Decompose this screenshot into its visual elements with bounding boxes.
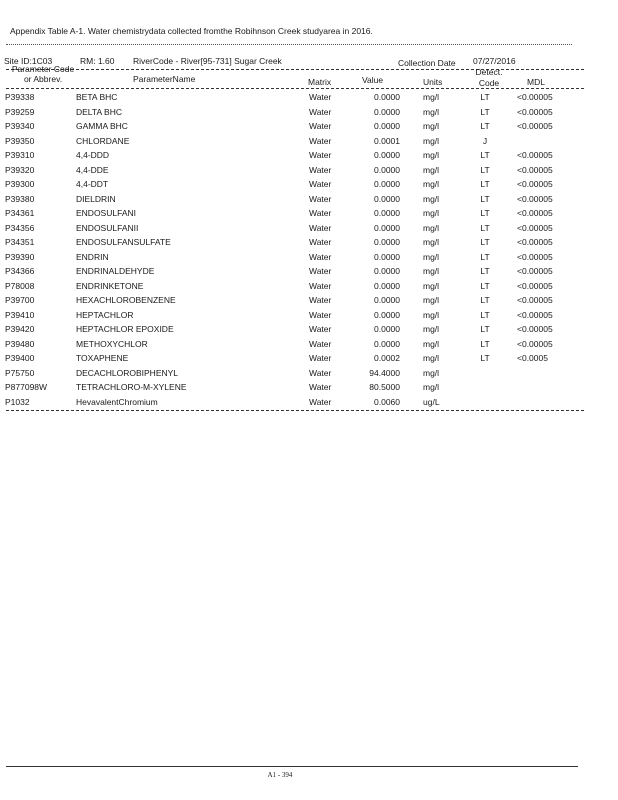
table-row — [0, 353, 618, 368]
table-row — [0, 150, 618, 165]
footer-rule — [6, 766, 578, 767]
cell-matrix: Water — [309, 309, 332, 320]
cell-detect-code: LT — [480, 106, 490, 117]
cell-mdl: <0.00005 — [517, 237, 553, 247]
table-row — [0, 252, 618, 267]
cell-parameter-name: HEPTACHLOR — [76, 309, 134, 320]
table-row — [0, 107, 618, 122]
cell-value: 0.0000 — [374, 150, 400, 160]
cell-units: mg/l — [423, 353, 440, 363]
cell-detect-code: LT — [480, 237, 490, 247]
cell-matrix: Water — [309, 208, 332, 218]
header-rule-bottom — [6, 88, 584, 89]
cell-detect-code: LT — [480, 251, 490, 262]
cell-value: 0.0000 — [374, 193, 400, 204]
cell-matrix: Water — [309, 121, 332, 131]
cell-parameter-code: P39300 — [5, 179, 35, 189]
cell-value: 0.0000 — [374, 222, 400, 233]
cell-detect-code: LT — [480, 222, 490, 233]
cell-mdl: <0.00005 — [517, 193, 553, 204]
page-number: A1 - 394 — [267, 771, 293, 779]
table-row — [0, 266, 618, 281]
cell-detect-code: LT — [480, 92, 490, 102]
cell-parameter-code: P877098W — [5, 382, 48, 392]
cell-value: 0.0000 — [374, 324, 400, 334]
cell-parameter-code: P39400 — [5, 353, 35, 363]
cell-parameter-code: P75750 — [5, 367, 35, 378]
cell-parameter-name: ENDOSULFANII — [76, 222, 139, 233]
cell-parameter-name: 4,4-DDE — [76, 164, 109, 175]
column-header-detect-code: Code — [478, 78, 500, 88]
column-header-parameter-code: Parameter Code — [11, 64, 75, 74]
column-header-matrix: Matrix — [308, 77, 332, 87]
cell-detect-code: LT — [480, 353, 490, 363]
cell-units: mg/l — [423, 208, 440, 218]
cell-parameter-name: 4,4-DDT — [76, 179, 109, 189]
cell-parameter-code: P39380 — [5, 193, 35, 204]
cell-detect-code: LT — [480, 266, 490, 276]
cell-value: 0.0000 — [374, 280, 400, 291]
table-title: Appendix Table A-1. Water chemistrydata collected fromthe Robihnson Creek studyarea in 2016. — [10, 26, 373, 36]
table-row — [0, 179, 618, 194]
cell-value: 0.0000 — [374, 106, 400, 117]
cell-mdl: <0.00005 — [517, 324, 553, 334]
cell-units: mg/l — [423, 179, 440, 189]
cell-parameter-name: ENDOSULFANI — [76, 208, 136, 218]
cell-value: 0.0060 — [374, 396, 400, 407]
cell-parameter-name: 4,4-DDD — [76, 150, 110, 160]
cell-matrix: Water — [309, 382, 332, 392]
table-row — [0, 295, 618, 310]
cell-mdl: <0.00005 — [517, 179, 553, 189]
collection-date-label: Collection Date — [398, 58, 456, 68]
cell-parameter-name: GAMMA BHC — [76, 121, 128, 131]
table-row — [0, 324, 618, 339]
cell-parameter-name: ENDOSULFANSULFATE — [76, 237, 171, 247]
cell-value: 0.0001 — [374, 135, 400, 146]
cell-value: 0.0000 — [374, 338, 400, 349]
cell-units: mg/l — [423, 164, 440, 175]
cell-matrix: Water — [309, 266, 332, 276]
cell-parameter-code: P34361 — [5, 208, 35, 218]
cell-value: 0.0000 — [374, 295, 400, 305]
cell-parameter-name: METHOXYCHLOR — [76, 338, 148, 349]
cell-mdl: <0.00005 — [517, 106, 553, 117]
cell-units: mg/l — [423, 135, 440, 146]
collection-date: 07/27/2016 — [473, 56, 516, 66]
table-row — [0, 237, 618, 252]
cell-detect-code: LT — [480, 193, 490, 204]
cell-parameter-code: P34351 — [5, 237, 35, 247]
table-end-rule — [6, 410, 584, 411]
table-row — [0, 368, 618, 383]
cell-parameter-code: P39350 — [5, 135, 35, 146]
cell-units: mg/l — [423, 309, 440, 320]
cell-detect-code: LT — [480, 150, 490, 160]
data-table — [0, 92, 618, 411]
cell-matrix: Water — [309, 367, 332, 378]
cell-mdl: <0.00005 — [517, 338, 553, 349]
cell-detect-code: LT — [480, 121, 490, 131]
cell-detect-code: LT — [480, 179, 490, 189]
cell-units: mg/l — [423, 280, 440, 291]
cell-matrix: Water — [309, 150, 332, 160]
cell-value: 0.0000 — [374, 92, 400, 102]
cell-detect-code: LT — [480, 208, 490, 218]
cell-units: mg/l — [423, 367, 440, 378]
cell-parameter-code: P39700 — [5, 295, 35, 305]
cell-parameter-name: HEXACHLOROBENZENE — [76, 295, 176, 305]
table-row — [0, 194, 618, 209]
cell-value: 0.0000 — [374, 309, 400, 320]
cell-value: 80.5000 — [369, 382, 400, 392]
table-row — [0, 397, 618, 412]
cell-matrix: Water — [309, 237, 332, 247]
cell-parameter-name: DIELDRIN — [76, 193, 116, 204]
site-id: Site ID:1C03 — [4, 56, 53, 66]
cell-mdl: <0.00005 — [517, 280, 553, 291]
column-header-value: Value — [362, 75, 384, 85]
table-row — [0, 382, 618, 397]
cell-mdl: <0.0005 — [517, 353, 548, 363]
cell-mdl: <0.00005 — [517, 266, 553, 276]
cell-matrix: Water — [309, 353, 332, 363]
cell-parameter-code: P39480 — [5, 338, 35, 349]
cell-matrix: Water — [309, 164, 332, 175]
cell-parameter-code: P39338 — [5, 92, 35, 102]
cell-units: mg/l — [423, 106, 440, 117]
cell-parameter-name: TOXAPHENE — [76, 353, 129, 363]
cell-matrix: Water — [309, 106, 332, 117]
cell-parameter-code: P39310 — [5, 150, 35, 160]
cell-parameter-code: P39320 — [5, 164, 35, 175]
cell-mdl: <0.00005 — [517, 251, 553, 262]
cell-detect-code: LT — [480, 295, 490, 305]
table-row — [0, 121, 618, 136]
cell-detect-code: LT — [480, 338, 490, 349]
cell-detect-code: LT — [480, 164, 490, 175]
table-row — [0, 136, 618, 151]
cell-mdl: <0.00005 — [517, 164, 553, 175]
table-row — [0, 223, 618, 238]
cell-detect-code: J — [482, 135, 488, 146]
cell-parameter-name: DECACHLOROBIPHENYL — [76, 367, 179, 378]
column-header-units: Units — [423, 77, 443, 87]
column-header-detect: Detect. — [475, 67, 503, 77]
cell-parameter-name: ENDRINALDEHYDE — [76, 266, 155, 276]
cell-mdl: <0.00005 — [517, 121, 553, 131]
river-mile: RM: 1.60 — [80, 56, 115, 66]
cell-matrix: Water — [309, 92, 332, 102]
cell-units: mg/l — [423, 266, 440, 276]
cell-detect-code: LT — [480, 324, 490, 334]
cell-parameter-code: P39420 — [5, 324, 35, 334]
cell-mdl: <0.00005 — [517, 150, 553, 160]
cell-units: mg/l — [423, 324, 440, 334]
river-code: RiverCode - River[95-731] Sugar Creek — [133, 56, 282, 66]
cell-mdl: <0.00005 — [517, 309, 553, 320]
table-row — [0, 310, 618, 325]
cell-value: 0.0002 — [374, 353, 400, 363]
cell-parameter-code: P78008 — [5, 280, 35, 291]
table-row — [0, 208, 618, 223]
cell-units: mg/l — [423, 121, 440, 131]
cell-value: 0.0000 — [374, 121, 400, 131]
cell-matrix: Water — [309, 396, 332, 407]
cell-matrix: Water — [309, 295, 332, 305]
cell-units: mg/l — [423, 92, 440, 102]
cell-detect-code: LT — [480, 280, 490, 291]
cell-value: 0.0000 — [374, 251, 400, 262]
cell-value: 94.4000 — [369, 367, 400, 378]
cell-value: 0.0000 — [374, 237, 400, 247]
cell-mdl: <0.00005 — [517, 295, 553, 305]
cell-matrix: Water — [309, 222, 332, 233]
cell-parameter-name: BETA BHC — [76, 92, 118, 102]
cell-units: mg/l — [423, 338, 440, 349]
column-header-parameter-name: ParameterName — [133, 74, 196, 84]
table-row — [0, 339, 618, 354]
cell-parameter-code: P39340 — [5, 121, 35, 131]
cell-units: mg/l — [423, 251, 440, 262]
cell-units: mg/l — [423, 295, 440, 305]
cell-parameter-code: P39259 — [5, 106, 35, 117]
column-header-parameter-abbrev: or Abbrev. — [23, 74, 63, 84]
cell-mdl: <0.00005 — [517, 208, 553, 218]
cell-mdl: <0.00005 — [517, 92, 553, 102]
cell-parameter-name: TETRACHLORO-M-XYLENE — [76, 382, 187, 392]
title-divider — [6, 44, 572, 45]
cell-parameter-code: P39390 — [5, 251, 35, 262]
cell-parameter-name: CHLORDANE — [76, 135, 130, 146]
cell-value: 0.0000 — [374, 266, 400, 276]
cell-matrix: Water — [309, 179, 332, 189]
cell-parameter-code: P34366 — [5, 266, 35, 276]
cell-parameter-code: P39410 — [5, 309, 35, 320]
column-header-mdl: MDL — [527, 77, 545, 87]
cell-matrix: Water — [309, 135, 332, 146]
cell-matrix: Water — [309, 338, 332, 349]
table-row — [0, 281, 618, 296]
cell-value: 0.0000 — [374, 179, 400, 189]
cell-matrix: Water — [309, 280, 332, 291]
cell-parameter-name: ENDRINKETONE — [76, 280, 144, 291]
cell-units: mg/l — [423, 193, 440, 204]
cell-units: mg/l — [423, 382, 440, 392]
cell-parameter-code: P34356 — [5, 222, 35, 233]
cell-units: mg/l — [423, 237, 440, 247]
cell-matrix: Water — [309, 251, 332, 262]
cell-units: mg/l — [423, 150, 440, 160]
cell-matrix: Water — [309, 193, 332, 204]
cell-units: mg/l — [423, 222, 440, 233]
cell-parameter-name: HevavalentChromium — [76, 396, 158, 407]
cell-value: 0.0000 — [374, 164, 400, 175]
table-row — [0, 165, 618, 180]
cell-parameter-name: DELTA BHC — [76, 106, 122, 117]
cell-detect-code: LT — [480, 309, 490, 320]
cell-parameter-name: ENDRIN — [76, 251, 109, 262]
cell-parameter-code: P1032 — [5, 396, 30, 407]
cell-parameter-name: HEPTACHLOR EPOXIDE — [76, 324, 174, 334]
cell-matrix: Water — [309, 324, 332, 334]
cell-value: 0.0000 — [374, 208, 400, 218]
cell-mdl: <0.00005 — [517, 222, 553, 233]
table-row — [0, 92, 618, 107]
cell-units: ug/L — [423, 396, 440, 407]
